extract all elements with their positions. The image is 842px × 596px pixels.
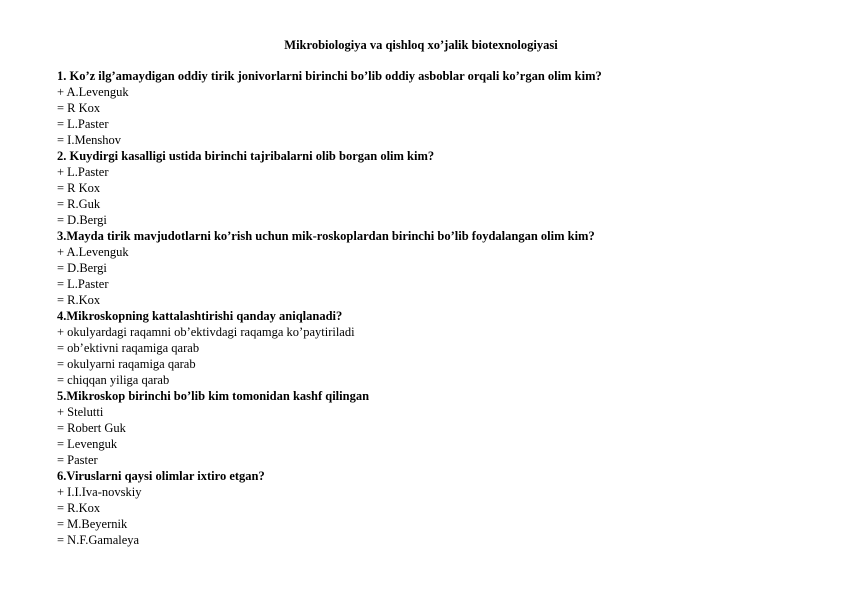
answer-option: = N.F.Gamaleya bbox=[57, 533, 140, 547]
question-block bbox=[57, 468, 817, 548]
document-title: Mikrobiologiya va qishloq xo’jalik biotexnologiyasi bbox=[284, 38, 558, 52]
answer-option: = I.Menshov bbox=[57, 133, 121, 147]
question-text: 6.Viruslarni qaysi olimlar ixtiro etgan? bbox=[57, 469, 265, 483]
answer-option: = D.Bergi bbox=[57, 213, 107, 227]
answer-option: = Paster bbox=[57, 453, 98, 467]
question-block bbox=[57, 68, 817, 148]
question-text: 1. Ko’z ilg’amaydigan oddiy tirik jonivorlarni birinchi bo’lib oddiy asboblar orqali ko’rgan olim kim? bbox=[57, 69, 602, 83]
question-text: 5.Mikroskop birinchi bo’lib kim tomonidan kashf qilingan bbox=[57, 389, 370, 403]
question-block bbox=[57, 308, 817, 388]
answer-option: = D.Bergi bbox=[57, 261, 107, 275]
answer-option: + I.I.Iva-novskiy bbox=[57, 485, 142, 499]
question-block bbox=[57, 148, 817, 228]
answer-option: = Robert Guk bbox=[57, 421, 126, 435]
answer-option: = okulyarni raqamiga qarab bbox=[57, 357, 196, 371]
answer-option: = M.Beyernik bbox=[57, 517, 128, 531]
answer-option: = R.Kox bbox=[57, 501, 101, 515]
answer-option: + L.Paster bbox=[57, 165, 109, 179]
question-block bbox=[57, 388, 817, 468]
answer-option: = R Kox bbox=[57, 101, 101, 115]
answer-option: = ob’ektivni raqamiga qarab bbox=[57, 341, 200, 355]
answer-option: = R.Guk bbox=[57, 197, 101, 211]
answer-option: = Levenguk bbox=[57, 437, 118, 451]
answer-option: = R.Kox bbox=[57, 293, 101, 307]
question-text: 2. Kuydirgi kasalligi ustida birinchi tajribalarni olib borgan olim kim? bbox=[57, 149, 435, 163]
answer-option: + okulyardagi raqamni ob’ektivdagi raqamga ko’paytiriladi bbox=[57, 325, 355, 339]
answer-option: = R Kox bbox=[57, 181, 101, 195]
question-block bbox=[57, 228, 817, 308]
question-text: 4.Mikroskopning kattalashtirishi qanday aniqlanadi? bbox=[57, 309, 343, 323]
answer-option: + A.Levenguk bbox=[57, 245, 129, 259]
answer-option: + A.Levenguk bbox=[57, 85, 129, 99]
question-list bbox=[57, 68, 817, 548]
answer-option: = L.Paster bbox=[57, 277, 109, 291]
answer-option: = chiqqan yiliga qarab bbox=[57, 373, 170, 387]
answer-option: + Stelutti bbox=[57, 405, 104, 419]
question-text: 3.Mayda tirik mavjudotlarni ko’rish uchun mik-roskoplardan birinchi bo’lib foydalangan olim kim? bbox=[57, 229, 595, 243]
answer-option: = L.Paster bbox=[57, 117, 109, 131]
